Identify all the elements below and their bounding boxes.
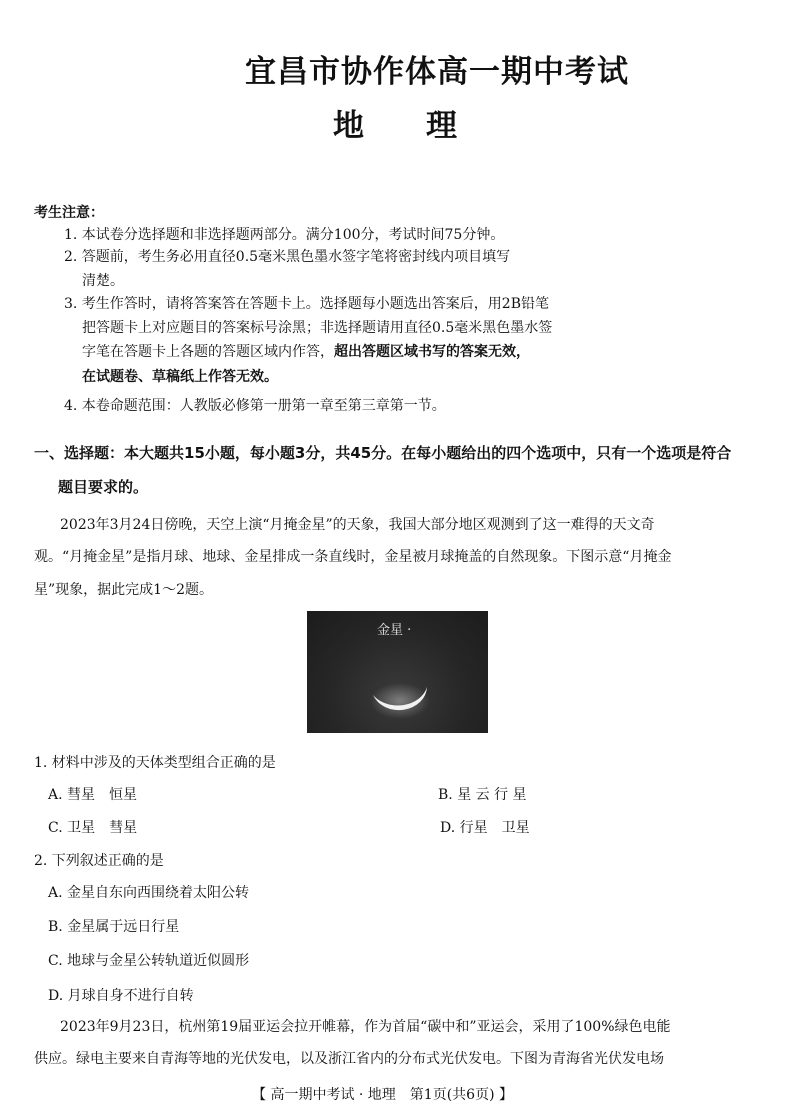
passage-1-line-2: 观。“月掩金星”是指月球、地球、金星排成一条直线时，金星被月球掩盖的自然现象。下图示意“月掩金 (34, 549, 672, 565)
notice-item-4: 4. 本卷命题范围：人教版必修第一册第一章至第三章第一节。 (64, 398, 446, 414)
notice-item-3-line-2: 把答题卡上对应题目的答案标号涂黑；非选择题请用直径0.5毫米黑色墨水签 (82, 320, 553, 336)
question-1-option-b: B. 星 云 行 星 (438, 787, 527, 803)
passage-2-line-1: 2023年9月23日，杭州第19届亚运会拉开帷幕，作为首届“碳中和”亚运会，采用了100%绿色电能 (60, 1019, 671, 1035)
notice-item-3-line-3 (82, 341, 530, 361)
section-1-heading-line-2: 题目要求的。 (58, 478, 149, 496)
notice-heading: 考生注意： (34, 205, 104, 221)
subject-title: 地 理 (333, 108, 457, 144)
page-footer: 【 高一期中考试 · 地理 第1页(共6页) 】 (252, 1087, 513, 1103)
question-1-option-c: C. 卫星 彗星 (48, 820, 138, 836)
occultation-figure (307, 611, 488, 733)
question-2-stem: 2. 下列叙述正确的是 (34, 853, 164, 869)
passage-2-line-2: 供应。绿电主要来自青海等地的光伏发电，以及浙江省内的分布式光伏发电。下图为青海省光伏发电场 (34, 1051, 664, 1067)
notice-item-2-line-2: 清楚。 (82, 273, 124, 289)
figure-label-venus: 金星 · (377, 623, 412, 638)
question-2-option-c: C. 地球与金星公转轨道近似圆形 (48, 953, 250, 969)
question-2-option-a: A. 金星自东向西围绕着太阳公转 (48, 885, 250, 901)
notice-item-3-line-1: 3. 考生作答时，请将答案答在答题卡上。选择题每小题选出答案后，用2B铅笔 (64, 296, 550, 312)
question-2-option-d: D. 月球自身不进行自转 (48, 988, 194, 1004)
notice-item-1: 1. 本试卷分选择题和非选择题两部分。满分100分，考试时间75分钟。 (64, 227, 505, 243)
question-1-option-a: A. 彗星 恒星 (48, 787, 138, 803)
question-2-option-b: B. 金星属于远日行星 (48, 919, 180, 935)
section-1-heading-line-1: 一、选择题：本大题共15小题，每小题3分，共45分。在每小题给出的四个选项中，只有一个选项是符合 (34, 444, 732, 462)
passage-1-line-1: 2023年3月24日傍晚，天空上演“月掩金星”的天象，我国大部分地区观测到了这一难得的天文奇 (60, 517, 655, 533)
notice-item-3-line-3-text: 字笔在答题卡上各题的答题区域内作答， (82, 344, 334, 360)
question-1-option-d: D. 行星 卫星 (440, 820, 530, 836)
crescent-moon-graphic (307, 611, 488, 733)
notice-item-3-bold-warning: 超出答题区域书写的答案无效， (334, 344, 530, 360)
exam-title: 宜昌市协作体高一期中考试 (245, 54, 629, 90)
notice-item-3-line-4: 在试题卷、草稿纸上作答无效。 (82, 369, 278, 385)
passage-1-line-3: 星”现象，据此完成1～2题。 (34, 582, 213, 598)
question-1-stem: 1. 材料中涉及的天体类型组合正确的是 (34, 755, 276, 771)
notice-item-2-line-1: 2. 答题前，考生务必用直径0.5毫米黑色墨水签字笔将密封线内项目填写 (64, 249, 511, 265)
